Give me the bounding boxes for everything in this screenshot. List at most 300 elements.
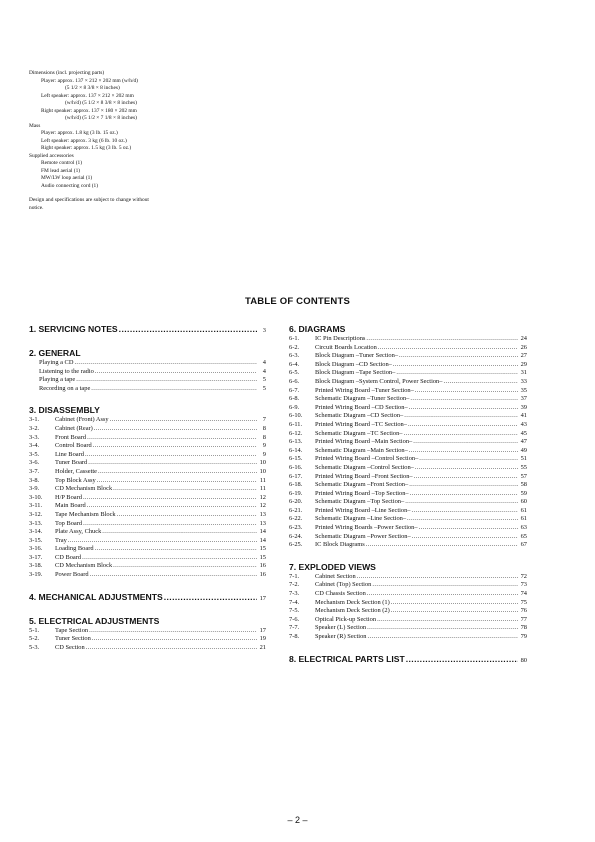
entry-page-number: 10 xyxy=(259,467,266,475)
page-number: – 2 – xyxy=(287,815,308,825)
spec-spacer xyxy=(29,190,269,197)
entry-page-number: 13 xyxy=(259,519,266,527)
section-title: 1. SERVICING NOTES xyxy=(29,324,118,334)
toc-entry[interactable] xyxy=(289,369,527,378)
entry-page-number: 16 xyxy=(259,571,266,579)
entry-title: Schematic Diagram –Line Section– xyxy=(315,515,407,523)
entry-title: Tray xyxy=(55,536,67,544)
dot-leader xyxy=(113,485,257,494)
toc-entry[interactable] xyxy=(29,485,266,494)
entry-page-number: 11 xyxy=(259,476,266,484)
toc-entry[interactable] xyxy=(289,515,527,524)
entry-number: 7-8. xyxy=(289,633,300,640)
entry-number: 3-14. xyxy=(29,528,43,536)
toc-section-heading[interactable] xyxy=(29,348,266,359)
entry-title: Listening to the radio xyxy=(39,367,94,375)
section-title: 5. ELECTRICAL ADJUSTMENTS xyxy=(29,615,160,626)
entry-title: Mechanism Deck Section (1) xyxy=(315,598,390,606)
toc-section xyxy=(289,324,527,550)
entry-title: Holder, Cassette xyxy=(55,467,97,475)
dot-leader xyxy=(443,378,518,387)
entry-number: 3-11. xyxy=(29,502,43,510)
entry-number: 3-2. xyxy=(29,424,40,432)
dot-leader xyxy=(85,451,257,460)
entry-number: 6-12. xyxy=(289,429,303,437)
toc-entry[interactable] xyxy=(289,590,527,599)
entry-title: CD Board xyxy=(55,553,82,561)
entry-title: Speaker (R) Section xyxy=(315,633,367,640)
toc-section-heading[interactable] xyxy=(289,324,527,335)
entry-page-number: 77 xyxy=(520,615,527,623)
entry-title: Line Board xyxy=(55,450,84,458)
entry-title: IC Block Diagrams xyxy=(315,541,365,549)
entry-number: 3-10. xyxy=(29,493,43,501)
dot-leader xyxy=(367,624,518,633)
section-title: 8. ELECTRICAL PARTS LIST xyxy=(289,653,405,664)
dot-leader xyxy=(406,654,518,665)
toc-entry[interactable] xyxy=(289,404,527,413)
entry-title: Optical Pick-up Section xyxy=(315,615,377,623)
entry-number: 6-10. xyxy=(289,412,303,420)
entry-number: 6-15. xyxy=(289,455,303,463)
section-page-number: 3 xyxy=(262,327,266,334)
entry-number: 3-5. xyxy=(29,450,40,458)
dot-leader xyxy=(83,520,257,529)
dot-leader xyxy=(83,494,257,503)
entry-title: Schematic Diagram –Main Section– xyxy=(315,446,408,454)
toc-entry[interactable] xyxy=(289,464,527,473)
dot-leader xyxy=(68,537,257,546)
entry-title: Schematic Diagram –Front Section– xyxy=(315,481,409,489)
entry-page-number: 14 xyxy=(259,536,266,544)
entry-title: Printed Wiring Board –TC Section– xyxy=(315,420,407,428)
entry-number: 3-1. xyxy=(29,416,40,424)
toc-entry[interactable] xyxy=(29,416,266,425)
dot-leader xyxy=(408,421,518,430)
dot-leader xyxy=(94,425,257,434)
entry-page-number: 29 xyxy=(520,360,527,368)
dot-leader xyxy=(87,502,257,511)
toc-entry[interactable] xyxy=(29,385,266,394)
toc-entry[interactable] xyxy=(289,430,527,439)
toc-entry[interactable] xyxy=(289,352,527,361)
spec-heading: Mass xyxy=(29,122,41,129)
toc-entry[interactable] xyxy=(289,473,527,482)
entry-page-number: 4 xyxy=(262,367,266,375)
toc-entry[interactable] xyxy=(289,455,527,464)
entry-title: Printed Wiring Boards –Power Section– xyxy=(315,524,418,532)
toc-entry[interactable] xyxy=(29,537,266,546)
entry-title: Recording on a tape xyxy=(39,384,91,392)
toc-entry[interactable] xyxy=(289,378,527,387)
dot-leader xyxy=(396,369,518,378)
toc-entry[interactable] xyxy=(289,607,527,616)
spec-line: Player: approx. 1.8 kg (3 lb. 15 oz.) xyxy=(41,130,118,136)
entry-title: Schematic Diagram –TC Section– xyxy=(315,429,403,437)
entry-title: Printed Wiring Board –Main Section– xyxy=(315,438,413,446)
dot-leader xyxy=(419,524,518,533)
dot-leader xyxy=(102,528,257,537)
spec-heading: Supplied accessories xyxy=(29,152,74,159)
dot-leader xyxy=(409,404,518,413)
spec-line: Right speaker: approx. 1.5 kg (3 lb. 5 oz.) xyxy=(41,145,132,151)
toc-section-heading[interactable] xyxy=(29,592,266,604)
entry-title: CD Mechanism Block xyxy=(55,562,113,570)
spec-line: Left speaker: approx. 137 × 212 × 202 mm xyxy=(41,92,134,99)
toc-entry[interactable] xyxy=(289,344,527,353)
dot-leader xyxy=(164,592,257,603)
entry-page-number: 67 xyxy=(520,541,527,549)
entry-page-number: 33 xyxy=(520,377,527,385)
toc-entry[interactable] xyxy=(29,511,266,520)
toc-left-column xyxy=(29,324,266,664)
entry-title: Printed Wiring Board –Line Section– xyxy=(315,506,411,514)
entry-number: 3-12. xyxy=(29,510,43,518)
toc-entry[interactable] xyxy=(289,395,527,404)
entry-page-number: 75 xyxy=(520,598,527,606)
entry-title: Mechanism Deck Section (2) xyxy=(315,607,390,615)
dot-leader xyxy=(393,361,518,370)
entry-title: Tuner Section xyxy=(55,635,91,643)
entry-page-number: 79 xyxy=(520,633,527,640)
entry-number: 3-13. xyxy=(29,519,43,527)
entry-number: 3-19. xyxy=(29,571,43,579)
dot-leader xyxy=(377,616,518,625)
entry-page-number: 31 xyxy=(520,369,527,377)
entry-page-number: 11 xyxy=(259,485,266,493)
toc-entry[interactable] xyxy=(289,490,527,499)
entry-number: 7-7. xyxy=(289,624,300,632)
entry-page-number: 73 xyxy=(520,581,527,589)
entry-title: IC Pin Descriptions xyxy=(315,335,366,342)
dot-leader xyxy=(90,571,257,580)
entry-title: Top Board xyxy=(55,519,83,527)
toc-entry[interactable] xyxy=(289,498,527,507)
dot-leader xyxy=(413,438,518,447)
entry-number: 7-2. xyxy=(289,581,300,589)
toc-entry[interactable] xyxy=(29,434,266,443)
toc-entry[interactable] xyxy=(289,421,527,430)
entry-page-number: 12 xyxy=(259,502,266,510)
toc-section-heading[interactable] xyxy=(29,616,266,627)
entry-number: 6-11. xyxy=(289,420,303,428)
entry-title: Printed Wiring Board –Control Section– xyxy=(315,455,419,463)
dot-leader xyxy=(93,442,257,451)
dot-leader xyxy=(409,447,518,456)
dot-leader xyxy=(391,607,518,616)
section-title: 7. EXPLODED VIEWS xyxy=(289,561,376,572)
entry-title: Schematic Diagram –Power Section– xyxy=(315,532,411,540)
toc-entry[interactable] xyxy=(29,494,266,503)
entry-page-number: 14 xyxy=(259,528,266,536)
toc-title: TABLE OF CONTENTS xyxy=(244,296,351,307)
entry-page-number: 4 xyxy=(262,359,266,366)
entry-title: Printed Wiring Board –Front Section– xyxy=(315,472,413,480)
toc-section xyxy=(29,405,266,579)
entry-page-number: 72 xyxy=(520,572,527,580)
entry-title: Schematic Diagram –CD Section– xyxy=(315,412,404,420)
entry-title: Schematic Diagram –Control Section– xyxy=(315,463,414,471)
dot-leader xyxy=(409,481,518,490)
dot-leader xyxy=(74,359,257,368)
entry-title: Front Board xyxy=(55,433,87,441)
entry-page-number: 59 xyxy=(520,489,527,497)
toc-entry[interactable] xyxy=(29,468,266,477)
dot-leader xyxy=(372,581,518,590)
entry-number: 6-4. xyxy=(289,360,300,368)
entry-number: 6-23. xyxy=(289,524,303,532)
toc-entry[interactable] xyxy=(289,616,527,625)
entry-page-number: 19 xyxy=(259,635,266,643)
entry-page-number: 78 xyxy=(520,624,527,632)
toc-entry[interactable] xyxy=(289,624,527,633)
dot-leader xyxy=(82,554,257,563)
entry-page-number: 37 xyxy=(520,395,527,403)
entry-title: Printed Wiring Board –Top Section– xyxy=(315,489,409,497)
entry-page-number: 63 xyxy=(520,524,527,532)
toc-entry[interactable] xyxy=(289,335,527,344)
toc-entry[interactable] xyxy=(29,571,266,580)
entry-page-number: 76 xyxy=(520,607,527,615)
toc-entry[interactable] xyxy=(289,524,527,533)
entry-title: Block Diagram –Tape Section– xyxy=(315,369,396,377)
entry-number: 6-14. xyxy=(289,446,303,454)
toc-entry[interactable] xyxy=(29,627,266,636)
dot-leader xyxy=(117,511,257,520)
entry-number: 6-25. xyxy=(289,541,303,549)
entry-page-number: 9 xyxy=(262,442,266,450)
entry-number: 6-1. xyxy=(289,335,300,342)
toc-entry[interactable] xyxy=(289,581,527,590)
dot-leader xyxy=(366,541,518,550)
spec-heading: Dimensions (incl. projecting parts) xyxy=(29,70,105,76)
dot-leader xyxy=(89,627,257,636)
entry-number: 6-24. xyxy=(289,532,303,540)
dot-leader xyxy=(410,490,518,499)
dot-leader xyxy=(98,468,257,477)
entry-page-number: 57 xyxy=(520,472,527,480)
toc-entry[interactable] xyxy=(289,438,527,447)
entry-title: Speaker (L) Section xyxy=(315,624,367,632)
entry-title: CD Section xyxy=(55,643,85,651)
entry-number: 3-8. xyxy=(29,476,40,484)
entry-number: 3-17. xyxy=(29,553,43,561)
entry-number: 6-19. xyxy=(289,489,303,497)
toc-entry[interactable] xyxy=(29,502,266,511)
toc-entry[interactable] xyxy=(29,376,266,385)
toc-entry[interactable] xyxy=(289,507,527,516)
entry-page-number: 24 xyxy=(520,335,527,342)
entry-number: 7-5. xyxy=(289,607,300,615)
entry-page-number: 43 xyxy=(520,420,527,428)
toc-entry[interactable] xyxy=(29,644,266,653)
dot-leader xyxy=(88,459,257,468)
entry-page-number: 7 xyxy=(262,416,266,424)
entry-page-number: 39 xyxy=(520,403,527,411)
dot-leader xyxy=(405,498,518,507)
entry-page-number: 8 xyxy=(262,424,266,432)
toc-entry[interactable] xyxy=(29,442,266,451)
dot-leader xyxy=(92,635,257,644)
entry-title: Cabinet (Top) Section xyxy=(315,581,372,589)
entry-page-number: 26 xyxy=(520,343,527,351)
entry-title: Block Diagram –CD Section– xyxy=(315,360,392,368)
entry-number: 7-4. xyxy=(289,598,300,606)
toc-entry[interactable] xyxy=(289,361,527,370)
toc-entry[interactable] xyxy=(29,451,266,460)
entry-title: Playing a tape xyxy=(39,376,76,384)
entry-number: 6-13. xyxy=(289,438,303,446)
toc-entry[interactable] xyxy=(289,573,527,582)
entry-title: Printed Wiring Board –CD Section– xyxy=(315,403,408,411)
toc-section-heading[interactable] xyxy=(29,405,266,416)
entry-page-number: 21 xyxy=(259,643,266,651)
dot-leader xyxy=(414,473,518,482)
entry-page-number: 41 xyxy=(520,412,527,420)
entry-number: 6-8. xyxy=(289,395,300,403)
toc-entry[interactable] xyxy=(29,635,266,644)
entry-number: 3-3. xyxy=(29,433,40,441)
entry-number: 3-6. xyxy=(29,459,40,467)
entry-title: Loading Board xyxy=(55,545,94,553)
spec-line: MW/LW loop aerial (1) xyxy=(41,175,93,181)
entry-number: 3-7. xyxy=(29,467,40,475)
entry-title: Control Board xyxy=(55,442,92,450)
entry-number: 3-9. xyxy=(29,485,40,493)
toc-entry[interactable] xyxy=(289,412,527,421)
entry-page-number: 15 xyxy=(259,545,266,553)
entry-number: 3-18. xyxy=(29,562,43,570)
dot-leader xyxy=(113,562,257,571)
toc-entry[interactable] xyxy=(29,528,266,537)
entry-page-number: 16 xyxy=(259,562,266,570)
entry-title: Tuner Board xyxy=(55,459,88,467)
toc-entry[interactable] xyxy=(29,545,266,554)
entry-title: Tape Section xyxy=(55,626,89,634)
specifications-block xyxy=(29,70,269,212)
entry-title: Schematic Diagram –Top Section– xyxy=(315,498,405,506)
toc-section-heading[interactable] xyxy=(29,324,266,336)
toc-entry[interactable] xyxy=(29,368,266,377)
entry-number: 7-6. xyxy=(289,615,300,623)
toc-entry[interactable] xyxy=(289,541,527,550)
spec-heading: notice. xyxy=(29,204,44,211)
spec-line: Remote control (1) xyxy=(41,160,83,166)
spec-line: Player: approx. 137 × 212 × 202 mm (w/h/d) xyxy=(41,77,138,84)
entry-title: CD Chassis Section xyxy=(315,590,366,598)
toc-entry[interactable] xyxy=(29,562,266,571)
dot-leader xyxy=(411,507,518,516)
entry-number: 7-1. xyxy=(289,572,300,580)
dot-leader xyxy=(412,533,518,542)
spec-line: (w/h/d) (5 1/2 × 7 1/8 × 8 inches) xyxy=(65,115,137,121)
dot-leader xyxy=(415,464,518,473)
toc-section-heading[interactable] xyxy=(289,562,527,573)
dot-leader xyxy=(367,633,518,642)
toc-section xyxy=(29,324,266,336)
entry-number: 6-17. xyxy=(289,472,303,480)
entry-number: 7-3. xyxy=(289,590,300,598)
dot-leader xyxy=(95,545,257,554)
dot-leader xyxy=(407,515,518,524)
dot-leader xyxy=(110,416,257,425)
dot-leader xyxy=(91,385,257,394)
entry-page-number: 61 xyxy=(520,506,527,514)
entry-page-number: 65 xyxy=(520,532,527,540)
entry-page-number: 58 xyxy=(520,481,527,489)
dot-leader xyxy=(391,599,518,608)
entry-title: CD Mechanism Block xyxy=(55,485,113,493)
entry-title: Playing a CD xyxy=(39,359,74,366)
entry-page-number: 49 xyxy=(520,446,527,454)
entry-page-number: 9 xyxy=(262,450,266,458)
toc-entry[interactable] xyxy=(289,533,527,542)
entry-title: H/P Board xyxy=(55,493,82,501)
entry-page-number: 13 xyxy=(259,510,266,518)
entry-title: Plate Assy, Chuck xyxy=(55,528,102,536)
entry-title: Cabinet (Rear) xyxy=(55,424,93,432)
dot-leader xyxy=(86,644,257,653)
entry-number: 6-9. xyxy=(289,403,300,411)
toc-entry[interactable] xyxy=(289,633,527,642)
entry-number: 5-2. xyxy=(29,635,40,643)
entry-number: 6-6. xyxy=(289,377,300,385)
toc-entry[interactable] xyxy=(29,520,266,529)
section-title: 4. MECHANICAL ADJUSTMENTS xyxy=(29,591,163,602)
dot-leader xyxy=(95,368,257,377)
toc-section-heading[interactable] xyxy=(289,654,527,666)
dot-leader xyxy=(404,430,519,439)
entry-number: 6-18. xyxy=(289,481,303,489)
entry-number: 6-5. xyxy=(289,369,300,377)
entry-number: 6-7. xyxy=(289,386,300,394)
dot-leader xyxy=(367,590,518,599)
spec-line: Audio connecting cord (1) xyxy=(41,182,99,189)
toc-entry[interactable] xyxy=(29,359,266,368)
entry-title: Printed Wiring Board –Tuner Section– xyxy=(315,386,414,394)
entry-number: 5-1. xyxy=(29,626,40,634)
entry-page-number: 5 xyxy=(262,376,266,384)
section-title: 2. GENERAL xyxy=(29,348,81,358)
entry-page-number: 74 xyxy=(520,590,527,598)
spec-line: (w/h/d) (5 1/2 × 8 3/8 × 8 inches) xyxy=(65,100,137,106)
toc-entry[interactable] xyxy=(29,554,266,563)
toc-entry[interactable] xyxy=(29,477,266,486)
toc-entry[interactable] xyxy=(29,425,266,434)
spec-heading: Design and specifications are subject to change without xyxy=(29,197,149,203)
dot-leader xyxy=(415,387,518,396)
toc-section xyxy=(29,616,266,653)
entry-page-number: 45 xyxy=(520,429,527,437)
entry-page-number: 10 xyxy=(259,459,266,467)
entry-title: Main Board xyxy=(55,502,86,510)
entry-page-number: 35 xyxy=(520,386,527,394)
toc-entry[interactable] xyxy=(289,481,527,490)
dot-leader xyxy=(410,395,518,404)
entry-number: 6-21. xyxy=(289,506,303,514)
toc-entry[interactable] xyxy=(289,599,527,608)
entry-title: Circuit Boards Location xyxy=(315,343,377,351)
entry-number: 6-16. xyxy=(289,463,303,471)
section-title: 3. DISASSEMBLY xyxy=(29,405,100,416)
toc-entry[interactable] xyxy=(289,447,527,456)
toc-section xyxy=(29,348,266,393)
dot-leader xyxy=(419,455,518,464)
entry-number: 6-3. xyxy=(289,352,300,360)
toc-entry[interactable] xyxy=(289,387,527,396)
entry-title: Tape Mechanism Block xyxy=(55,510,116,518)
toc-entry[interactable] xyxy=(29,459,266,468)
